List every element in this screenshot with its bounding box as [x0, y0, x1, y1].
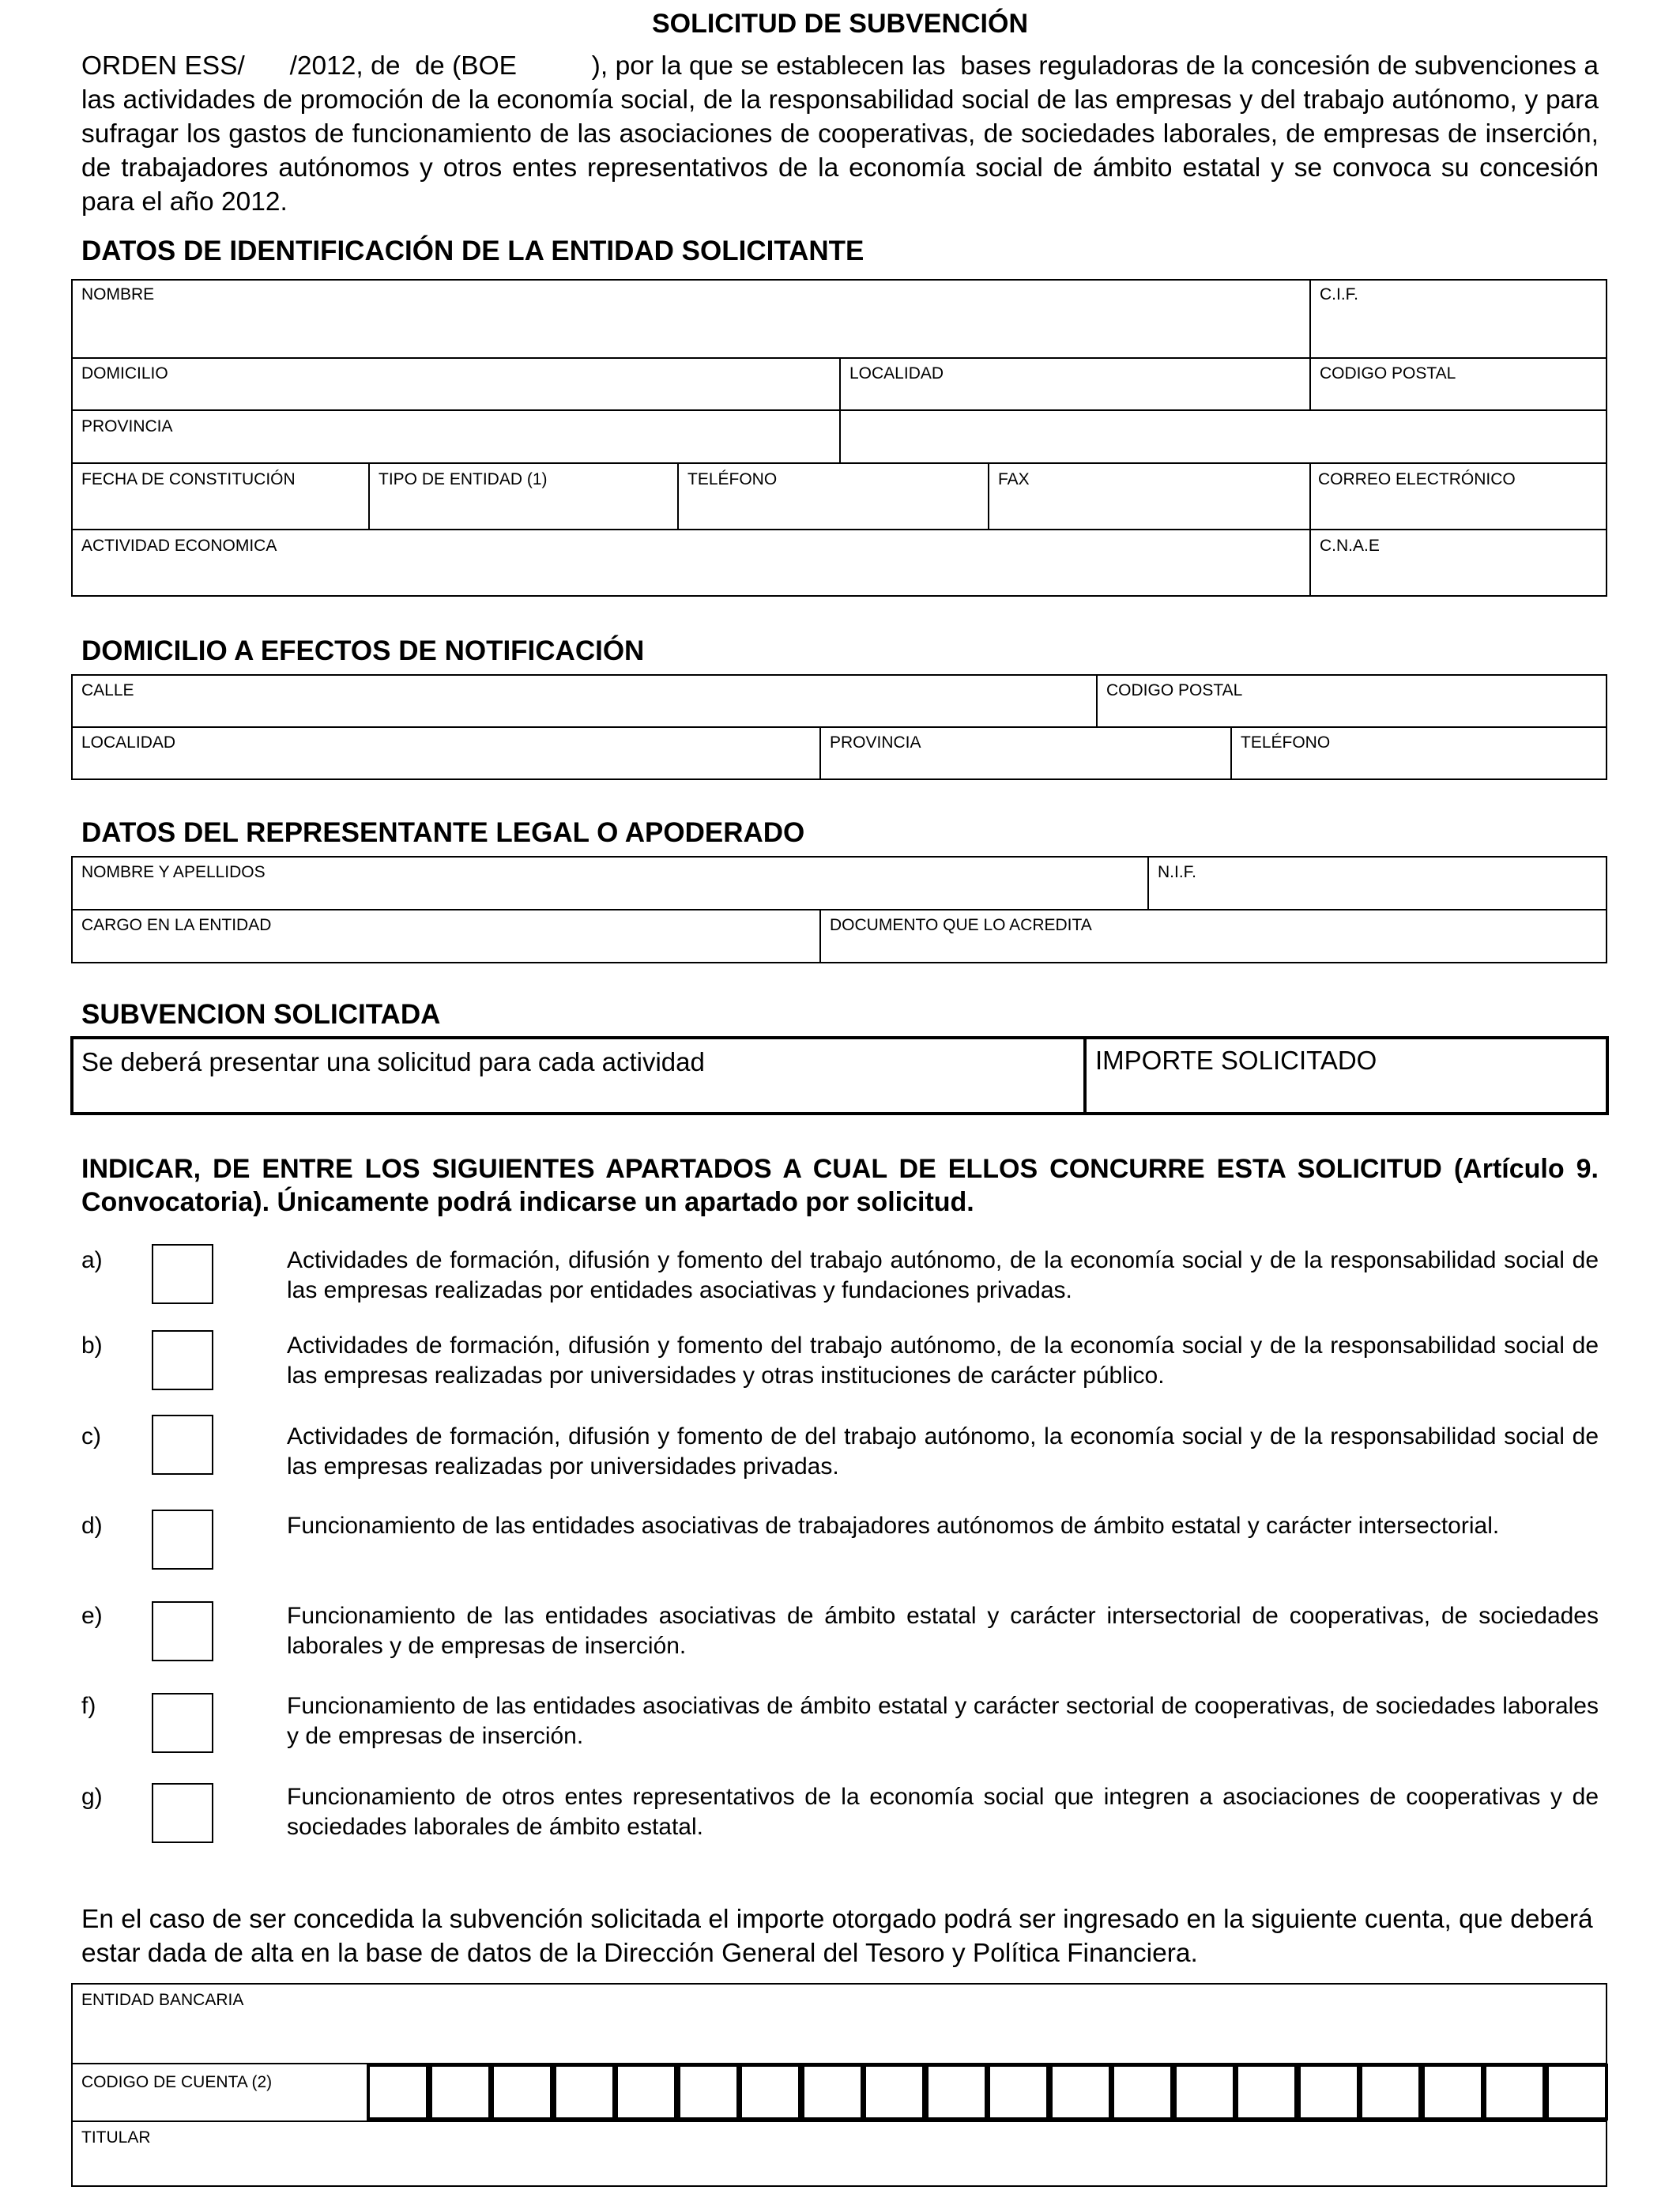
field-notif-codigo-postal[interactable]: CODIGO POSTAL [1106, 681, 1243, 699]
account-digit-cell[interactable] [1422, 2064, 1484, 2120]
option-letter: g) [81, 1784, 103, 1810]
account-digit-cell[interactable] [1359, 2064, 1422, 2120]
option-text: Funcionamiento de las entidades asociativas de trabajadores autónomos de ámbito estatal y carácter intersectorial. [287, 1513, 1500, 1539]
field-codigo-cuenta-label: CODIGO DE CUENTA (2) [81, 2073, 273, 2091]
field-telefono[interactable]: TELÉFONO [687, 470, 778, 488]
field-correo-electronico[interactable]: CORREO ELECTRÓNICO [1318, 470, 1516, 488]
option-text: Actividades de formación, difusión y fomento del trabajo autónomo, de la economía social y de la responsabilidad social de las empresas realizadas por universidades y otras instituciones de carácter público. [287, 1333, 1599, 1389]
field-titular[interactable]: TITULAR [81, 2128, 151, 2147]
account-digit-cell[interactable] [1235, 2064, 1298, 2120]
account-digit-cell[interactable] [429, 2064, 492, 2120]
account-digit-cell[interactable] [1111, 2064, 1173, 2120]
option-letter: b) [81, 1333, 103, 1359]
option-letter: c) [81, 1423, 101, 1449]
entity-section-heading: DATOS DE IDENTIFICACIÓN DE LA ENTIDAD SOLICITANTE [81, 236, 864, 266]
account-digit-cell[interactable] [1546, 2064, 1608, 2120]
option-d-checkbox[interactable] [152, 1510, 213, 1570]
account-digit-cell[interactable] [1173, 2064, 1236, 2120]
field-provincia[interactable]: PROVINCIA [81, 417, 173, 435]
field-tipo-entidad[interactable]: TIPO DE ENTIDAD (1) [379, 470, 548, 488]
field-nombre-apellidos[interactable]: NOMBRE Y APELLIDOS [81, 863, 266, 881]
option-e-checkbox[interactable] [152, 1601, 213, 1661]
option-letter: e) [81, 1603, 103, 1629]
field-notif-localidad[interactable]: LOCALIDAD [81, 733, 176, 752]
intro-paragraph: ORDEN ESS/ /2012, de de (BOE ), por la que se establecen las bases reguladoras de la concesión de subvenciones a las actividades de promoción de la economía social, de la responsabilidad social de las empresas y del trabajo autónomo, y para sufragar los gastos de funcionamiento de las asociaciones de cooperativas, de sociedades laborales, de empresas de inserción, de trabajadores autónomos y otros entes representativos de la economía social de ámbito estatal y se convoca su concesión para el año 2012. [81, 51, 1607, 217]
apartado-instructions: INDICAR, DE ENTRE LOS SIGUIENTES APARTADOS A CUAL DE ELLOS CONCURRE ESTA SOLICITUD (Artículo 9. Convocatoria). Únicamente podrá indicarse un apartado por solicitud. [81, 1154, 1599, 1217]
option-letter: f) [81, 1693, 96, 1719]
field-cnae[interactable]: C.N.A.E [1320, 537, 1380, 555]
account-digit-cell[interactable] [987, 2064, 1049, 2120]
field-codigo-postal[interactable]: CODIGO POSTAL [1320, 364, 1456, 383]
option-text: Actividades de formación, difusión y fomento de del trabajo autónomo, la economía social y de la responsabilidad social de las empresas realizadas por universidades privadas. [287, 1423, 1599, 1480]
field-cargo-entidad[interactable]: CARGO EN LA ENTIDAD [81, 916, 272, 934]
field-calle[interactable]: CALLE [81, 681, 134, 699]
account-digit-cell[interactable] [367, 2064, 429, 2120]
account-digit-cell[interactable] [925, 2064, 988, 2120]
subsidy-note: Se deberá presentar una solicitud para cada actividad [81, 1047, 705, 1076]
field-nif[interactable]: N.I.F. [1158, 863, 1197, 881]
representative-section-heading: DATOS DEL REPRESENTANTE LEGAL O APODERADO [81, 817, 805, 848]
option-a-checkbox[interactable] [152, 1244, 213, 1304]
option-text: Actividades de formación, difusión y fomento del trabajo autónomo, de la economía social y de la responsabilidad social de las empresas realizadas por entidades asociativas y fundaciones privadas. [287, 1247, 1599, 1303]
account-digit-cell[interactable] [863, 2064, 925, 2120]
option-letter: a) [81, 1247, 103, 1273]
option-text: Funcionamiento de las entidades asociativas de ámbito estatal y carácter sectorial de cooperativas, de sociedades laborales y de empresas de inserción. [287, 1693, 1599, 1749]
page-title: SOLICITUD DE SUBVENCIÓN [651, 9, 1029, 39]
field-importe-solicitado[interactable]: IMPORTE SOLICITADO [1095, 1046, 1377, 1075]
field-domicilio[interactable]: DOMICILIO [81, 364, 168, 383]
bank-account-paragraph: En el caso de ser concedida la subvención solicitada el importe otorgado podrá ser ingresado en la siguiente cuenta, que deberá estar dada de alta en la base de datos de la Dirección General del Tesoro y Política Financiera. [81, 1905, 1593, 1968]
account-digit-cell[interactable] [677, 2064, 740, 2120]
account-digit-cell[interactable] [553, 2064, 616, 2120]
option-g-checkbox[interactable] [152, 1783, 213, 1843]
notification-section-heading: DOMICILIO A EFECTOS DE NOTIFICACIÓN [81, 635, 645, 666]
account-digit-cell[interactable] [1483, 2064, 1546, 2120]
option-text: Funcionamiento de las entidades asociativas de ámbito estatal y carácter intersectorial de cooperativas, de sociedades laborales y de empresas de inserción. [287, 1603, 1599, 1659]
field-documento-acredita[interactable]: DOCUMENTO QUE LO ACREDITA [830, 916, 1092, 934]
field-actividad-economica[interactable]: ACTIVIDAD ECONOMICA [81, 537, 277, 555]
option-c-checkbox[interactable] [152, 1415, 213, 1475]
field-entidad-bancaria[interactable]: ENTIDAD BANCARIA [81, 1991, 244, 2009]
account-digit-cell[interactable] [1298, 2064, 1360, 2120]
option-letter: d) [81, 1513, 103, 1539]
field-cif[interactable]: C.I.F. [1320, 285, 1359, 303]
account-digit-cell[interactable] [801, 2064, 864, 2120]
account-digit-cell[interactable] [615, 2064, 677, 2120]
field-nombre[interactable]: NOMBRE [81, 285, 155, 303]
account-digit-cell[interactable] [491, 2064, 553, 2120]
subsidy-section-heading: SUBVENCION SOLICITADA [81, 999, 441, 1030]
field-notif-telefono[interactable]: TELÉFONO [1241, 733, 1331, 752]
field-fecha-constitucion[interactable]: FECHA DE CONSTITUCIÓN [81, 470, 296, 488]
field-localidad[interactable]: LOCALIDAD [849, 364, 944, 383]
option-b-checkbox[interactable] [152, 1330, 213, 1390]
option-f-checkbox[interactable] [152, 1693, 213, 1753]
account-digit-cell[interactable] [1049, 2064, 1112, 2120]
option-text: Funcionamiento de otros entes representativos de la economía social que integren a asociaciones de cooperativas y de sociedades laborales de ámbito estatal. [287, 1784, 1599, 1840]
field-notif-provincia[interactable]: PROVINCIA [830, 733, 921, 752]
account-digit-cell[interactable] [739, 2064, 801, 2120]
field-fax[interactable]: FAX [998, 470, 1030, 488]
